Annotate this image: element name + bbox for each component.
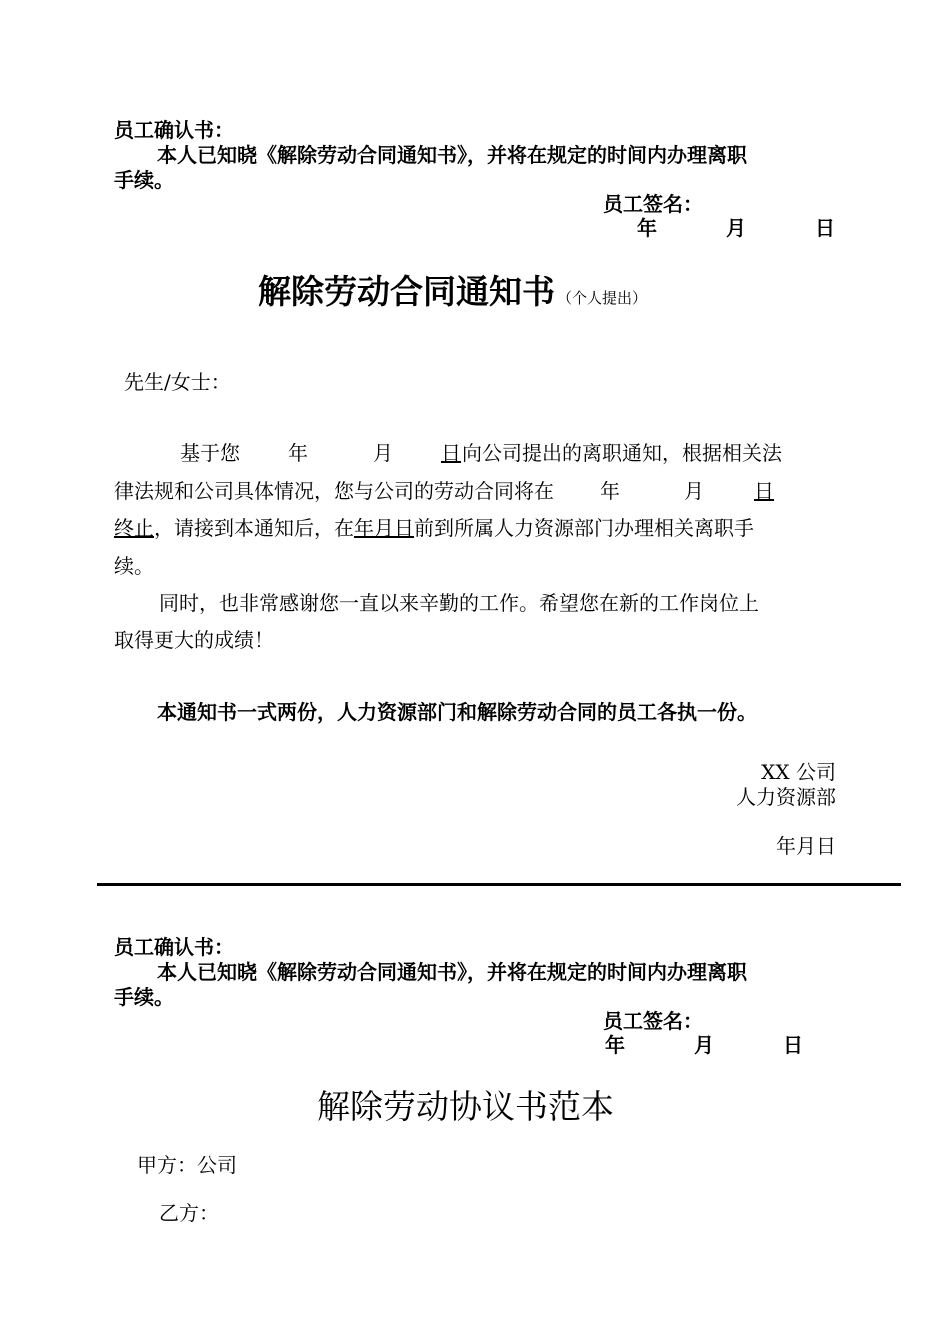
confirm2-heading: 员工确认书： xyxy=(114,935,234,959)
p1-blank-year: 年 xyxy=(288,441,308,465)
p1-text-a: 基于您 xyxy=(180,441,240,465)
party-b: 乙方： xyxy=(159,1201,219,1225)
notice-title: 解除劳动合同通知书 xyxy=(258,272,555,311)
notice-company: XX 公司 xyxy=(761,760,836,784)
p1-blank2-month: 月 xyxy=(684,479,704,503)
confirm2-month: 月 xyxy=(694,1033,714,1057)
p1-text-d: 终止 xyxy=(114,516,154,540)
p1-blank2-year: 年 xyxy=(600,479,620,503)
confirm2-day: 日 xyxy=(783,1033,803,1057)
p1-text-f: 年月日 xyxy=(354,516,414,540)
confirm2-sign-label: 员工签名： xyxy=(603,1009,703,1033)
p1-blank2-day: 日 xyxy=(754,479,774,503)
party-a: 甲方：公司 xyxy=(137,1153,237,1177)
notice-p2-line1: 同时，也非常感谢您一直以来辛勤的工作。希望您在新的工作岗位上 xyxy=(159,591,759,615)
p1-blank-day: 日 xyxy=(441,441,461,465)
notice-p1-line1 xyxy=(180,437,782,466)
confirm1-line1: 本人已知晓《解除劳动合同通知书》，并将在规定的时间内办理离职 xyxy=(157,143,747,167)
confirm1-month: 月 xyxy=(726,216,746,240)
p1-date-blank xyxy=(240,437,462,466)
p1-date-blank-2 xyxy=(554,475,774,504)
confirm1-date xyxy=(637,212,835,241)
confirm1-day: 日 xyxy=(815,216,835,240)
confirm1-line2: 手续。 xyxy=(114,168,174,192)
p1-blank-month: 月 xyxy=(373,441,393,465)
p1-text-c: 律法规和公司具体情况，您与公司的劳动合同将在 xyxy=(114,479,554,503)
notice-dept: 人力资源部 xyxy=(736,785,836,809)
agreement-title: 解除劳动协议书范本 xyxy=(317,1087,614,1126)
confirm1-year: 年 xyxy=(637,216,657,240)
confirm1-heading: 员工确认书： xyxy=(114,118,234,142)
notice-title-row xyxy=(258,266,647,313)
notice-p1-line3 xyxy=(114,512,754,541)
notice-date: 年月日 xyxy=(776,834,836,858)
notice-copies: 本通知书一式两份，人力资源部门和解除劳动合同的员工各执一份。 xyxy=(157,700,757,724)
salutation: 先生/女士： xyxy=(124,370,231,394)
confirm2-date xyxy=(605,1029,803,1058)
p1-text-b: 向公司提出的离职通知，根据相关法 xyxy=(462,441,782,465)
confirm2-line2: 手续。 xyxy=(114,985,174,1009)
confirm2-line1: 本人已知晓《解除劳动合同通知书》，并将在规定的时间内办理离职 xyxy=(157,960,747,984)
notice-subtitle: （个人提出） xyxy=(557,289,648,307)
p1-text-e: ，请接到本通知后，在 xyxy=(154,516,354,540)
confirm1-sign-label: 员工签名： xyxy=(603,192,703,216)
p1-text-g: 前到所属人力资源部门办理相关离职手 xyxy=(414,516,754,540)
notice-p1-line4: 续。 xyxy=(114,554,154,578)
notice-p1-line2 xyxy=(114,475,774,504)
notice-p2-line2: 取得更大的成绩！ xyxy=(114,628,274,652)
section-divider xyxy=(97,883,901,886)
confirm2-year: 年 xyxy=(605,1033,625,1057)
